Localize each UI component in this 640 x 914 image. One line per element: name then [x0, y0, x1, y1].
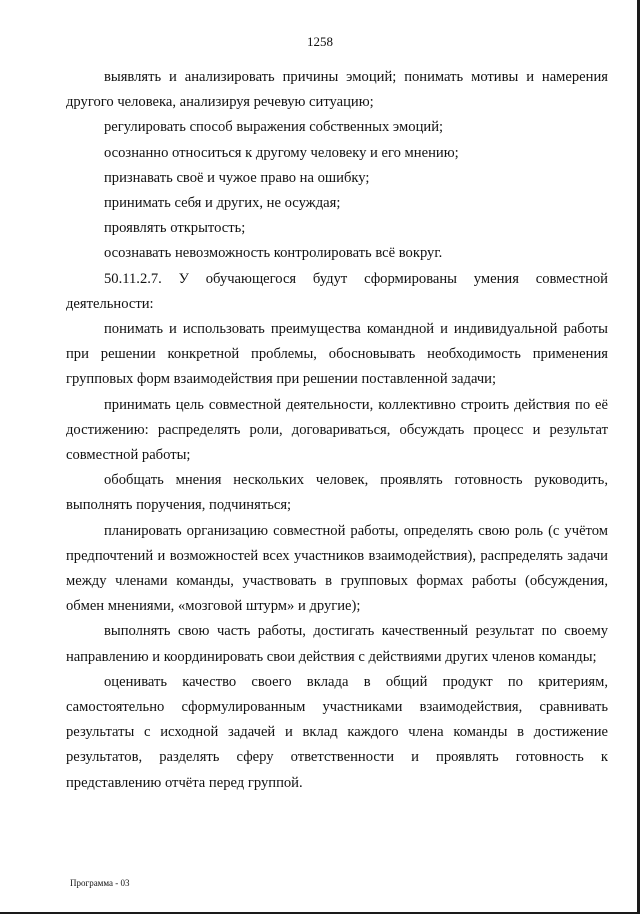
section-heading: 50.11.2.7. У обучающегося будут сформированы умения совместной деятельности:: [66, 270, 608, 312]
paragraph-9: понимать и использовать преимущества командной и индивидуальной работы при решении конкретной проблемы, обосновывать необходимость применения групповых форм взаимодействия при решении поставленной задачи;: [66, 321, 608, 388]
paragraph-14: оценивать качество своего вклада в общий продукт по критериям, самостоятельно сформулированным участниками взаимодействия, сравнивать результаты с исходной задачей и вклад каждого члена команды в достижение результатов, разделять сферу ответственности и проявлять готовность к представлению отчёта перед группой.: [66, 673, 608, 791]
paragraph-2: регулировать способ выражения собственных эмоций;: [104, 119, 444, 136]
footer-note: Программа - 03: [70, 878, 130, 888]
paragraph-12: планировать организацию совместной работы, определять свою роль (с учётом предпочтений и возможностей всех участников взаимодействия), распределять задачи между членами команды, участвовать в групповых формах работы (обсуждения, обмен мнениями, «мозговой штурм» и другие);: [66, 522, 608, 615]
page-number: 1258: [307, 34, 333, 49]
paragraph-13: выполнять свою часть работы, достигать качественный результат по своему направлению и координировать свои действия с действиями других членов команды;: [66, 623, 608, 665]
paragraph-11: обобщать мнения нескольких человек, проявлять готовность руководить, выполнять поручения, подчиняться;: [66, 472, 608, 514]
paragraph-1: выявлять и анализировать причины эмоций; понимать мотивы и намерения другого человека, анализируя речевую ситуацию;: [66, 69, 608, 111]
document-body: [66, 65, 608, 796]
paragraph-4: признавать своё и чужое право на ошибку;: [104, 169, 370, 186]
paragraph-7: осознавать невозможность контролировать всё вокруг.: [104, 245, 443, 262]
paragraph-5: принимать себя и других, не осуждая;: [104, 195, 341, 212]
paragraph-3: осознанно относиться к другому человеку и его мнению;: [104, 144, 459, 161]
paragraph-6: проявлять открытость;: [104, 220, 246, 237]
paragraph-10: принимать цель совместной деятельности, коллективно строить действия по её достижению: распределять роли, договариваться, обсуждать процесс и результат совместной работы;: [66, 396, 608, 464]
